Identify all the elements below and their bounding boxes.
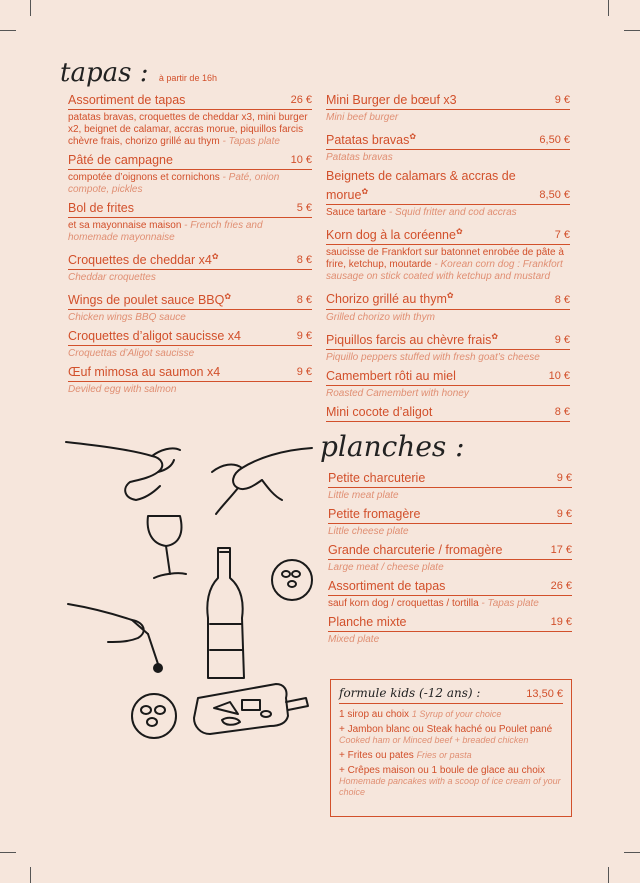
menu-item-price: 26 €: [550, 580, 572, 592]
menu-item-separator: -: [219, 136, 229, 147]
menu-item: [68, 365, 312, 399]
menu-item: [68, 93, 312, 151]
kids-line-en: Fries or pasta: [416, 750, 472, 760]
crop-mark: [624, 30, 640, 31]
menu-item-description: [68, 270, 312, 287]
menu-item-desc-en: Mini beef burger: [326, 112, 399, 123]
menu-item-name-wrap: [328, 543, 502, 558]
crop-mark: [30, 867, 31, 883]
kids-line-en: Homemade pancakes with a scoop of ice cream of your choice: [339, 776, 561, 797]
menu-item-name: Assortiment de tapas: [68, 93, 186, 107]
menu-item-row: [68, 201, 312, 218]
kids-menu-title: formule kids (-12 ans) :: [339, 686, 481, 700]
menu-item-desc-en: Little cheese plate: [328, 526, 409, 537]
menu-item-row: [326, 93, 570, 110]
planches-column: [328, 471, 572, 651]
menu-item-name-wrap: [326, 93, 457, 108]
house-made-star-icon: ✿: [491, 331, 499, 341]
menu-item-name-wrap: [326, 369, 456, 384]
crop-mark: [624, 852, 640, 853]
menu-item: [326, 369, 570, 403]
menu-item-description: [326, 350, 570, 367]
menu-item-name-wrap: [326, 169, 539, 203]
menu-item-desc-en: Tapas plate: [228, 136, 280, 147]
menu-item-name-wrap: [328, 579, 445, 594]
menu-item-name: Croquettes d’aligot saucisse x4: [68, 329, 242, 344]
menu-item-description: [328, 524, 572, 541]
menu-item-desc-en: Piquillo peppers stuffed with fresh goat’s cheese: [326, 351, 540, 363]
menu-item-price: 5 €: [296, 202, 312, 214]
menu-item: [68, 201, 312, 247]
menu-item-name: Planche mixte: [328, 615, 407, 629]
menu-item-description: [326, 386, 570, 403]
menu-item: [328, 471, 572, 505]
menu-item-row: [326, 288, 570, 309]
menu-item-desc-en: Tapas plate: [487, 598, 539, 609]
menu-item-desc-en: Cheddar croquettes: [68, 272, 156, 284]
menu-item-description: [328, 596, 572, 613]
tapas-left-column: [68, 93, 312, 401]
menu-item-row: [68, 249, 312, 270]
menu-item-row: [68, 153, 312, 170]
kids-line-fr: Frites ou pates: [347, 750, 414, 761]
kids-menu-line: [339, 750, 563, 761]
menu-item-description: [326, 110, 570, 127]
house-made-star-icon: ✿: [224, 292, 232, 302]
planches-title: planches :: [320, 430, 465, 463]
menu-item-name: Petite charcuterie: [328, 471, 426, 485]
crop-mark: [30, 0, 31, 16]
menu-item-row: [68, 93, 312, 110]
kids-line-prefix: +: [339, 750, 348, 761]
menu-item-row: [326, 405, 570, 422]
menu-item-name: Assortiment de tapas: [328, 579, 446, 593]
menu-item-price: 9 €: [556, 472, 572, 484]
menu-item: [328, 507, 572, 541]
menu-item: [328, 579, 572, 613]
menu-item-description: [68, 310, 312, 327]
menu-item-desc-en: French fries and homemade mayonnaise: [68, 220, 263, 243]
menu-item-row: [326, 224, 570, 245]
menu-item-desc-en: Grilled chorizo with thym: [326, 311, 435, 323]
menu-item-price: 8 €: [296, 254, 312, 267]
menu-item-desc-en: Roasted Camembert with honey: [326, 387, 469, 399]
tapas-title: tapas :: [60, 58, 149, 88]
menu-item-description: [326, 150, 570, 167]
kids-line-fr: 1 sirop au choix: [339, 709, 410, 720]
menu-item-row: [328, 471, 572, 488]
menu-item-description: [328, 632, 572, 649]
planches-header: [320, 430, 465, 463]
kids-menu-box: [330, 679, 572, 817]
menu-item-price: 9 €: [554, 94, 570, 106]
menu-item-price: 8 €: [296, 294, 312, 307]
kids-line-prefix: +: [339, 724, 348, 735]
menu-item-name-wrap: [328, 615, 407, 630]
house-made-star-icon: ✿: [409, 132, 417, 141]
menu-item-name-wrap: [326, 224, 463, 243]
menu-item-row: [68, 329, 312, 346]
crop-mark: [0, 30, 16, 31]
menu-item-name: Bol de frites: [68, 201, 135, 215]
menu-item-name: Croquettes de cheddar x4: [68, 253, 212, 268]
menu-item-separator: -: [219, 172, 229, 183]
menu-item-name-wrap: [328, 507, 420, 522]
menu-item-name-wrap: [326, 405, 432, 420]
menu-item-description: [328, 488, 572, 505]
menu-item-name: Mini cocote d’aligot: [326, 404, 433, 419]
menu-item-row: [328, 507, 572, 524]
menu-item-name: Beignets de calamars & accras de morue: [326, 169, 516, 203]
menu-item-name-wrap: [68, 249, 219, 268]
menu-item-price: 9 €: [554, 333, 570, 346]
menu-item: [326, 405, 570, 422]
menu-item-price: 10 €: [548, 369, 570, 382]
tapas-right-column: [326, 93, 570, 424]
menu-item-name-wrap: [68, 93, 185, 108]
kids-line-prefix: +: [339, 765, 348, 776]
menu-item-price: 17 €: [550, 544, 572, 556]
menu-item-row: [68, 365, 312, 382]
menu-item-desc-fr: compotée d’oignons et cornichons: [68, 172, 220, 183]
kids-line-fr: Crêpes maison ou 1 boule de glace au choix: [347, 765, 545, 776]
menu-item-description: [68, 346, 312, 363]
menu-item-name-wrap: [326, 288, 454, 307]
kids-menu-lines: [339, 709, 563, 798]
menu-item-price: 19 €: [550, 616, 572, 628]
menu-item-name-wrap: [68, 329, 241, 344]
menu-item-price: 9 €: [296, 330, 312, 343]
menu-item-price: 7 €: [554, 229, 570, 242]
kids-line-en: Cooked ham or Minced beef + breaded chicken: [339, 735, 529, 745]
kids-line-fr: Jambon blanc ou Steak haché ou Poulet pané: [347, 724, 553, 735]
menu-item-name-wrap: [326, 329, 498, 348]
menu-item-desc-en: Deviled egg with salmon: [68, 384, 177, 396]
kids-menu-price: 13,50 €: [526, 688, 563, 700]
menu-item-name: Petite fromagère: [328, 507, 421, 521]
menu-item-name-wrap: [328, 471, 425, 486]
menu-item-separator: -: [478, 598, 488, 609]
menu-item-price: 26 €: [290, 94, 312, 106]
menu-item: [68, 329, 312, 363]
menu-item: [68, 153, 312, 199]
kids-line-en: 1 Syrup of your choice: [411, 709, 502, 719]
menu-item-price: 8 €: [554, 405, 570, 418]
menu-item-row: [68, 289, 312, 310]
menu-item: [326, 169, 570, 222]
menu-item-separator: -: [431, 259, 441, 271]
menu-item-name: Wings de poulet sauce BBQ: [68, 293, 225, 308]
menu-item-row: [326, 369, 570, 386]
menu-item-desc-fr: sauf korn dog / croquettas / tortilla: [328, 598, 479, 609]
menu-item: [68, 289, 312, 327]
menu-item-name-wrap: [68, 153, 173, 168]
menu-item-name-wrap: [326, 129, 416, 148]
menu-item-desc-en: Paté, onion compote, pickles: [68, 172, 280, 195]
menu-item-description: [326, 310, 570, 327]
tapas-subtitle: à partir de 16h: [158, 73, 217, 83]
menu-item-desc-en: Mixed plate: [328, 634, 380, 645]
house-made-star-icon: ✿: [361, 187, 369, 197]
menu-item: [326, 288, 570, 326]
kids-menu-line: [339, 709, 563, 720]
house-made-star-icon: ✿: [211, 252, 219, 261]
crop-mark: [608, 867, 609, 883]
menu-item-desc-fr: Sauce tartare: [326, 207, 387, 219]
menu-item-name: Œuf mimosa au saumon x4: [68, 365, 221, 380]
menu-item-row: [328, 543, 572, 560]
menu-item: [326, 224, 570, 286]
menu-item-desc-fr: et sa mayonnaise maison: [68, 220, 182, 231]
menu-item-description: [326, 245, 570, 286]
menu-item-price: 10 €: [290, 154, 312, 166]
menu-item-desc-fr: patatas bravas, croquettes de cheddar x3, mini burger x2, beignet de calamar, accras morue, piquillos farcis chèvre frais, chorizo grillé au thym: [68, 112, 308, 147]
menu-item-separator: -: [181, 220, 191, 231]
menu-item-name: Piquillos farcis au chèvre frais: [326, 332, 492, 347]
menu-item-separator: -: [386, 207, 395, 219]
menu-item-price: 8 €: [554, 293, 570, 306]
menu-item-name: Grande charcuterie / fromagère: [328, 543, 503, 557]
menu-item-desc-en: Korean corn dog : Frankfort sausage on stick coated with ketchup and mustard: [326, 259, 563, 283]
menu-item: [326, 93, 570, 127]
menu-item-price: 6,50 €: [539, 134, 570, 147]
menu-item-price: 9 €: [556, 508, 572, 520]
menu-item-price: 8,50 €: [539, 189, 570, 202]
crop-mark: [0, 852, 16, 853]
menu-item-desc-en: Squid fritter and cod accras: [394, 207, 517, 219]
menu-item-desc-fr: saucisse de Frankfort sur batonnet enrobée de pâte à frire, ketchup, moutarde: [326, 247, 564, 271]
menu-item-row: [326, 329, 570, 350]
menu-item: [326, 129, 570, 167]
menu-item-price: 9 €: [296, 366, 312, 379]
menu-item-name: Pâté de campagne: [68, 153, 173, 167]
menu-item-name: Camembert rôti au miel: [326, 368, 456, 383]
menu-item-desc-en: Large meat / cheese plate: [328, 562, 444, 573]
menu-item-description: [68, 218, 312, 247]
menu-item-row: [326, 169, 570, 205]
menu-item-desc-en: Chicken wings BBQ sauce: [68, 312, 186, 324]
menu-item-description: [68, 170, 312, 199]
menu-item-row: [328, 615, 572, 632]
hands-wine-cheese-drawing-icon: [62, 428, 314, 748]
menu-item-name-wrap: [68, 289, 231, 308]
menu-item-description: [68, 382, 312, 399]
menu-item-description: [326, 205, 570, 222]
kids-menu-line: [339, 765, 563, 798]
kids-menu-header: [339, 686, 563, 704]
menu-item-name-wrap: [68, 201, 134, 216]
menu-item-name: Korn dog à la coréenne: [326, 228, 456, 243]
menu-item: [328, 615, 572, 649]
menu-item-desc-en: Little meat plate: [328, 490, 399, 501]
menu-item-name: Patatas bravas: [326, 133, 410, 148]
menu-item-row: [326, 129, 570, 150]
menu-item-description: [328, 560, 572, 577]
house-made-star-icon: ✿: [455, 227, 463, 237]
menu-item-name-wrap: [68, 365, 220, 380]
menu-item-description: [68, 110, 312, 151]
menu-item: [68, 249, 312, 287]
crop-mark: [608, 0, 609, 16]
menu-item-name: Chorizo grillé au thym: [326, 292, 447, 307]
kids-menu-line: [339, 724, 563, 746]
menu-item: [328, 543, 572, 577]
menu-item-desc-en: Croquettas d’Aligot saucisse: [68, 348, 195, 360]
menu-item-name: Mini Burger de bœuf x3: [326, 93, 457, 107]
menu-item: [326, 329, 570, 367]
menu-item-row: [328, 579, 572, 596]
menu-item-desc-en: Patatas bravas: [326, 152, 393, 164]
tapas-header: [60, 58, 217, 88]
house-made-star-icon: ✿: [446, 291, 454, 301]
